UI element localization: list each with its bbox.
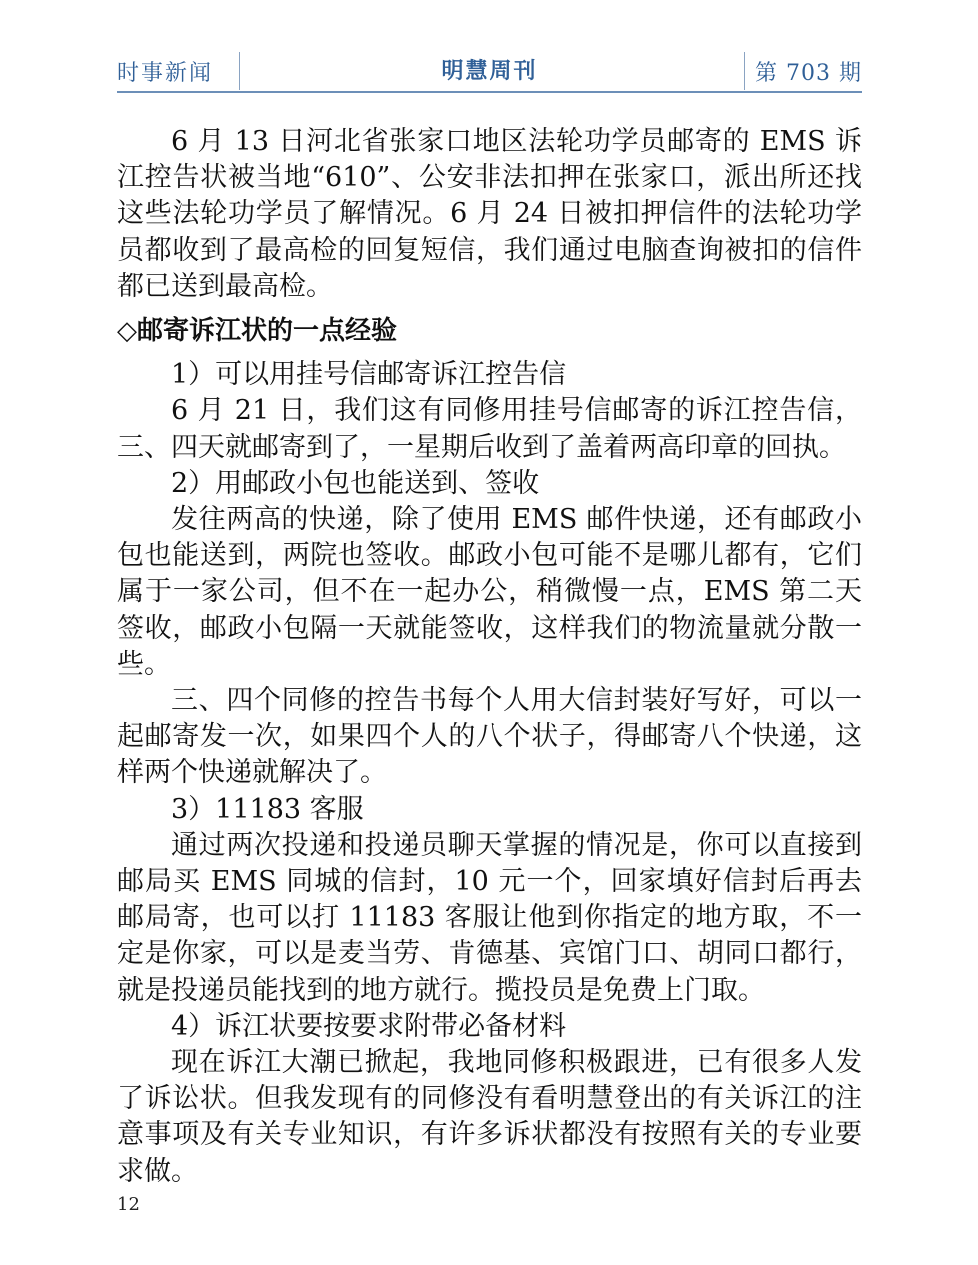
paragraph: 6 月 21 日，我们这有同修用挂号信邮寄的诉江控告信，三、四天就邮寄到了，一星期后收到了盖着两高印章的回执。 <box>117 395 862 463</box>
article-body <box>117 124 862 1190</box>
page-number: 12 <box>117 1194 140 1215</box>
section-heading: ◇邮寄诉江状的一点经验 <box>117 316 397 347</box>
section-title: 时事新闻 <box>117 61 214 86</box>
paragraph: 通过两次投递和投递员聊天掌握的情况是，你可以直接到邮局买 EMS 同城的信封，10 元一个，回家填好信封后再去邮局寄，也可以打 11183 客服让他到你指定的地方取，不一定是你家，可以是麦当劳、肯德基、宾馆门口、胡同口都行，就是投递员能找到的地方就行。揽投员是免费上门取。 <box>117 829 862 1006</box>
subheading: 2）用邮政小包也能送到、签收 <box>171 467 540 499</box>
subheading: 4）诉江状要按要求附带必备材料 <box>171 1010 567 1042</box>
issue-number: 第 703 期 <box>755 61 862 86</box>
paragraph: 三、四个同修的控告书每个人用大信封装好写好，可以一起邮寄发一次，如果四个人的八个状子，得邮寄八个快递，这样两个快递就解决了。 <box>117 685 862 789</box>
page-header <box>117 52 862 92</box>
paragraph: 6 月 13 日河北省张家口地区法轮功学员邮寄的 EMS 诉江控告状被当地“610”、公安非法扣押在张家口，派出所还找这些法轮功学员了解情况。6 月 24 日被扣押信件的法轮功学员都收到了最高检的回复短信，我们通过电脑查询被扣的信件都已送到最高检。 <box>117 126 862 302</box>
subheading: 3）11183 客服 <box>171 793 364 825</box>
header-rule <box>117 91 862 93</box>
paragraph: 发往两高的快递，除了使用 EMS 邮件快递，还有邮政小包也能送到，两院也签收。邮政小包可能不是哪儿都有，它们属于一家公司，但不在一起办公，稍微慢一点，EMS 第二天签收，邮政小包隔一天就能签收，这样我们的物流量就分散一些。 <box>117 504 862 680</box>
header-divider-right <box>744 52 745 90</box>
publication-title: 明慧周刊 <box>441 59 538 84</box>
paragraph: 现在诉江大潮已掀起，我地同修积极跟进，已有很多人发了诉讼状。但我发现有的同修没有看明慧登出的有关诉江的注意事项及有关专业知识，有许多诉状都没有按照有关的专业要求做。 <box>117 1047 862 1187</box>
subheading: 1）可以用挂号信邮寄诉江控告信 <box>171 359 567 391</box>
